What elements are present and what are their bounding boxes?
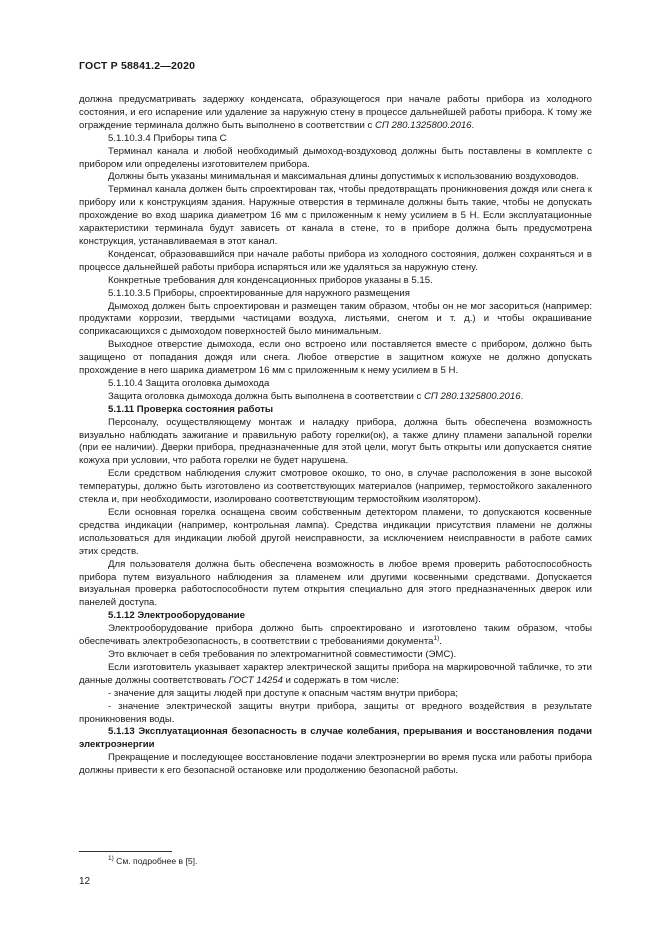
subsection-heading: 5.1.10.3.5 Приборы, спроектированные для наружного размещения — [108, 287, 410, 299]
footnote-divider — [79, 851, 172, 852]
paragraph: должна предусматривать задержку конденсата, образующегося при начале работы прибора из холодного состояния, и его испарение или удаление за наружную стену в процессе дальнейшей работы прибора. К тому же ограждение терминала должно быть выполнено в соответствии с СП 280.1325800.2016. — [79, 94, 592, 131]
paragraph: Терминал канала и любой необходимый дымоход-воздуховод должны быть поставлены в комплекте с прибором или определены изготовителем прибора. — [79, 145, 592, 170]
footnote-ref: 1) — [433, 634, 440, 642]
paragraph: Терминал канала должен быть спроектирован так, чтобы предотвращать проникновения дождя или снега к прибору или к конструкциям здания. Наружные отверстия в терминале должны быть такие, чтобы не допускать прохождение во вход шарика диаметром 16 мм с приложенным к нему усилием в 5 Н. Если эксплуатационные характеристики терминала будут зависеть от канала в стене, то в приборе должна быть предусмотрена конструкция, устанавливаемая в этот канал. — [79, 184, 592, 247]
paragraph: Конденсат, образовавшийся при начале работы прибора из холодного состояния, должен сохраняться и в процессе дальнейшей работы прибора испаряться или же удаляться за наружную стену. — [79, 248, 592, 273]
subsection-heading: 5.1.10.3.4 Приборы типа С — [108, 132, 227, 144]
list-item: - значение электрической защиты внутри прибора, защиты от вредного воздействия в результате проникновения воды. — [79, 700, 592, 725]
section-heading: 5.1.11 Проверка состояния работы — [108, 403, 274, 415]
paragraph: Для пользователя должна быть обеспечена возможность в любое время проверить работоспособность прибора путем визуального наблюдения за пламенем или другими косвенными средствами. Допускается визуальная проверка работоспособности путем открытия специально для этого предназначенных дверок или панелей доступа. — [79, 558, 592, 609]
document-body — [79, 94, 592, 778]
paragraph: Защита оголовка дымохода должна быть выполнена в соответствии с СП 280.1325800.2016. — [108, 390, 524, 402]
paragraph: Конкретные требования для конденсационных приборов указаны в 5.15. — [108, 274, 433, 286]
paragraph: Прекращение и последующее восстановление подачи электроэнергии во время пуска или работы прибора должны привести к его безопасной остановке или продолжению безопасной работы. — [79, 752, 592, 777]
paragraph: Должны быть указаны минимальная и максимальная длины допустимых к использованию воздуховодов. — [108, 171, 579, 183]
footnote — [108, 856, 197, 866]
paragraph: Если основная горелка оснащена своим собственным детектором пламени, то допускаются косвенные средства индикации (например, контрольная лампа). Средства индикации присутствия пламени не должны использоваться для индикации любой другой неисправности, за исключением неисправности в работе самих этих средств. — [79, 507, 592, 557]
paragraph: Если изготовитель указывает характер электрической защиты прибора на маркировочной табличке, то эти данные должны соответствовать ГОСТ 14254 и содержать в том числе: — [79, 661, 592, 686]
subsection-heading: 5.1.10.4 Защита оголовка дымохода — [108, 377, 270, 389]
paragraph: Это включает в себя требования по электромагнитной совместимости (ЭМС). — [108, 648, 457, 660]
footnote-mark: 1) — [108, 855, 114, 863]
page-number: 12 — [79, 876, 91, 887]
section-heading: 5.1.12 Электрооборудование — [108, 610, 246, 622]
paragraph: Дымоход должен быть спроектирован и размещен таким образом, чтобы он не мог засориться (например: продуктами коррозии, твердыми частицами воздуха, листьями, снегом и т. д.) и чтобы окрашивание соприкасающихся с дымоходом поверхностей было минимальным. — [79, 300, 592, 338]
paragraph: Электрооборудование прибора должно быть спроектировано и изготовлено таким образом, чтобы обеспечивать электробезопасность, в соответствии с требованиями документа$^{1)}$. — [79, 623, 592, 648]
section-heading: 5.1.13 Эксплуатационная безопасность в случае колебания, прерывания и восстановления подачи электроэнергии — [79, 726, 592, 751]
paragraph: Персоналу, осуществляющему монтаж и наладку прибора, должна быть обеспечена возможность визуально наблюдать зажигание и правильную работу горелки(ок), а также длину пламени запальной горелки (при ее наличии). Дверки прибора, предназначенные для этой цели, могут быть открыты или допускается снятие кожуха при условии, что работа горелки не будет нарушена. — [79, 416, 592, 467]
footnote-text: См. подробнее в [5]. — [116, 856, 198, 866]
document-header: ГОСТ Р 58841.2—2020 — [79, 60, 196, 72]
list-item: - значение для защиты людей при доступе к опасным частям внутри прибора; — [108, 687, 458, 699]
paragraph: Выходное отверстие дымохода, если оно встроено или поставляется вместе с прибором, должно быть защищено от попадания дождя или снега. Любое отверстие в защитном кожухе не должно допускать прохождение в него шарика диаметром 16 мм с приложенным к нему усилием в 5 Н. — [79, 339, 592, 377]
paragraph: Если средством наблюдения служит смотровое окошко, то оно, в случае расположения в зоне высокой температуры, должно быть изготовлено из соответствующих материалов (например, термостойкого закаленного стекла и, при необходимости, изолировано соответствующим термостойким изолятором). — [79, 468, 592, 506]
